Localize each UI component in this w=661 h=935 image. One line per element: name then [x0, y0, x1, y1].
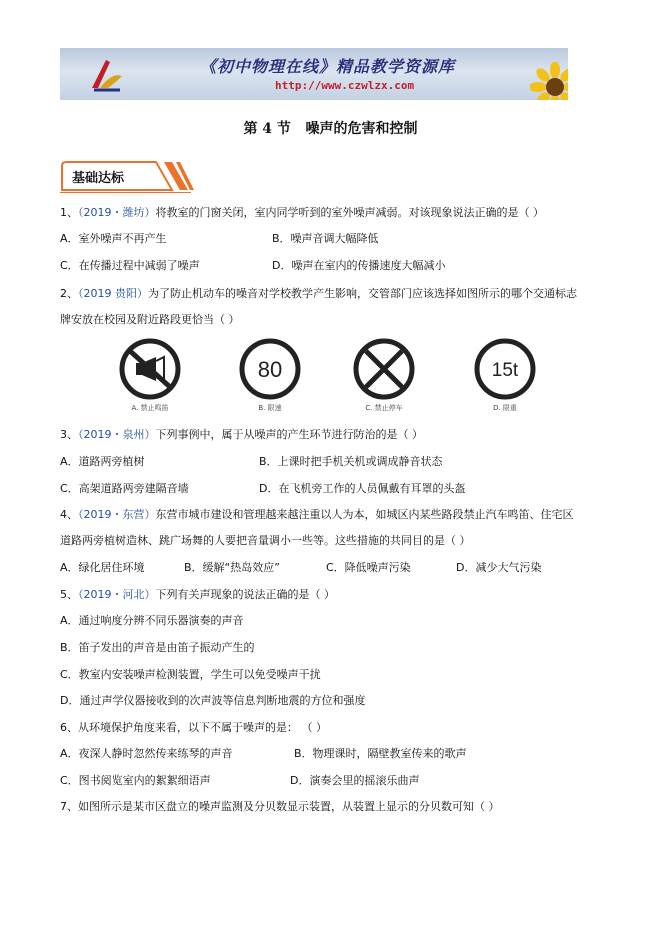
option-a: A．绿化居住环境 — [60, 561, 145, 574]
question-source: （2019・河北） — [78, 588, 156, 601]
question-5 — [60, 587, 335, 602]
question-stem: 下列有关声现象的说法正确的是（ ） — [155, 588, 335, 601]
question-number: 5、 — [60, 588, 78, 601]
sign-a — [112, 337, 188, 417]
no-stopping-icon — [352, 337, 416, 401]
question-stem: 将教室的门窗关闭，室内同学听到的室外噪声减弱。对该现象说法正确的是（ ） — [155, 206, 544, 219]
page-title: 第 4 节 噪声的危害和控制 — [243, 121, 418, 137]
banner-url[interactable]: http://www.czwlzx.com — [275, 79, 415, 92]
question-number: 1、 — [60, 206, 78, 219]
option-c: C．图书阅览室内的絮絮细语声 — [60, 774, 211, 787]
sign-text: 80 — [257, 357, 283, 382]
question-4-stem-line2: 道路两旁植树造林、跳广场舞的人要把音量调小一些等。这些措施的共同目的是（ ） — [60, 534, 471, 547]
question-stem: 从环境保护角度来看，以下不属于噪声的是： （ ） — [78, 721, 327, 734]
question-source: （2019・泉州） — [78, 428, 156, 441]
option-b: B．噪声音调大幅降低 — [272, 232, 379, 245]
question-4 — [60, 507, 574, 522]
sign-b — [232, 337, 308, 417]
question-number: 3、 — [60, 428, 78, 441]
option-d: D．噪声在室内的传播速度大幅减小 — [272, 259, 446, 272]
question-stem: 东营市城市建设和管理越来越注重以人为本，如城区内某些路段禁止汽车鸣笛、住宅区 — [155, 508, 574, 521]
option-d: D．减少大气污染 — [456, 561, 542, 574]
question-1 — [60, 205, 544, 220]
question-2-stem-line2: 牌安放在校园及附近路段更恰当（ ） — [60, 313, 240, 326]
option-c: C．教室内安装噪声检测装置，学生可以免受噪声干扰 — [60, 668, 321, 681]
traffic-sign-figure — [112, 337, 562, 417]
site-logo-icon — [86, 54, 126, 94]
no-horn-icon — [118, 337, 182, 401]
question-number: 2、 — [60, 287, 78, 300]
question-stem: 为了防止机动车的噪音对学校教学产生影响，交管部门应该选择如图所示的哪个交通标志 — [148, 287, 577, 300]
option-a: A．室外噪声不再产生 — [60, 232, 167, 245]
option-a: A．通过响度分辨不同乐器演奏的声音 — [60, 614, 244, 627]
sign-caption: C. 禁止停车 — [365, 404, 403, 412]
question-number: 7、 — [60, 800, 78, 813]
option-a: A．道路两旁植树 — [60, 455, 145, 468]
section-underline — [60, 192, 191, 193]
option-c: C．在传播过程中减弱了噪声 — [60, 259, 200, 272]
option-b: B．缓解“热岛效应” — [184, 561, 280, 574]
weight-limit-icon — [473, 337, 537, 401]
option-d: D．在飞机旁工作的人员佩戴有耳罩的头盔 — [259, 482, 466, 495]
sunflower-icon — [530, 62, 568, 100]
sign-d — [467, 337, 543, 417]
question-source: （2019 贵阳） — [78, 287, 148, 300]
question-7 — [60, 799, 500, 814]
speed-limit-icon — [238, 337, 302, 401]
option-c: C．降低噪声污染 — [326, 561, 411, 574]
banner-title: 《初中物理在线》精品教学资源库 — [200, 57, 456, 76]
option-d: D．通过声学仪器接收到的次声波等信息判断地震的方位和强度 — [60, 694, 366, 707]
option-d: D．演奏会里的摇滚乐曲声 — [290, 774, 420, 787]
question-3 — [60, 427, 423, 442]
option-c: C．高架道路两旁建隔音墙 — [60, 482, 189, 495]
section-badge — [60, 160, 195, 192]
option-b: B．上课时把手机关机或调成静音状态 — [259, 455, 443, 468]
question-source: （2019・东营） — [78, 508, 156, 521]
option-a: A．夜深人静时忽然传来练琴的声音 — [60, 747, 233, 760]
question-source: （2019・潍坊） — [78, 206, 156, 219]
section-label: 基础达标 — [72, 171, 125, 186]
header-banner — [60, 48, 568, 100]
question-2 — [60, 286, 577, 301]
question-6 — [60, 720, 327, 735]
question-number: 4、 — [60, 508, 78, 521]
sign-c — [346, 337, 422, 417]
question-stem: 如图所示是某市区盘立的噪声监测及分贝数显示装置，从装置上显示的分贝数可知（ ） — [78, 800, 500, 813]
sign-caption: B. 限速 — [258, 404, 282, 412]
option-b: B．笛子发出的声音是由笛子振动产生的 — [60, 641, 255, 654]
option-b: B．物理课时，隔壁教室传来的歌声 — [294, 747, 467, 760]
sign-text: 15t — [491, 360, 519, 381]
sign-caption: D. 限重 — [493, 404, 517, 412]
question-number: 6、 — [60, 721, 78, 734]
sign-caption: A. 禁止鸣笛 — [131, 404, 169, 412]
question-stem: 下列事例中，属于从噪声的产生环节进行防治的是（ ） — [155, 428, 423, 441]
